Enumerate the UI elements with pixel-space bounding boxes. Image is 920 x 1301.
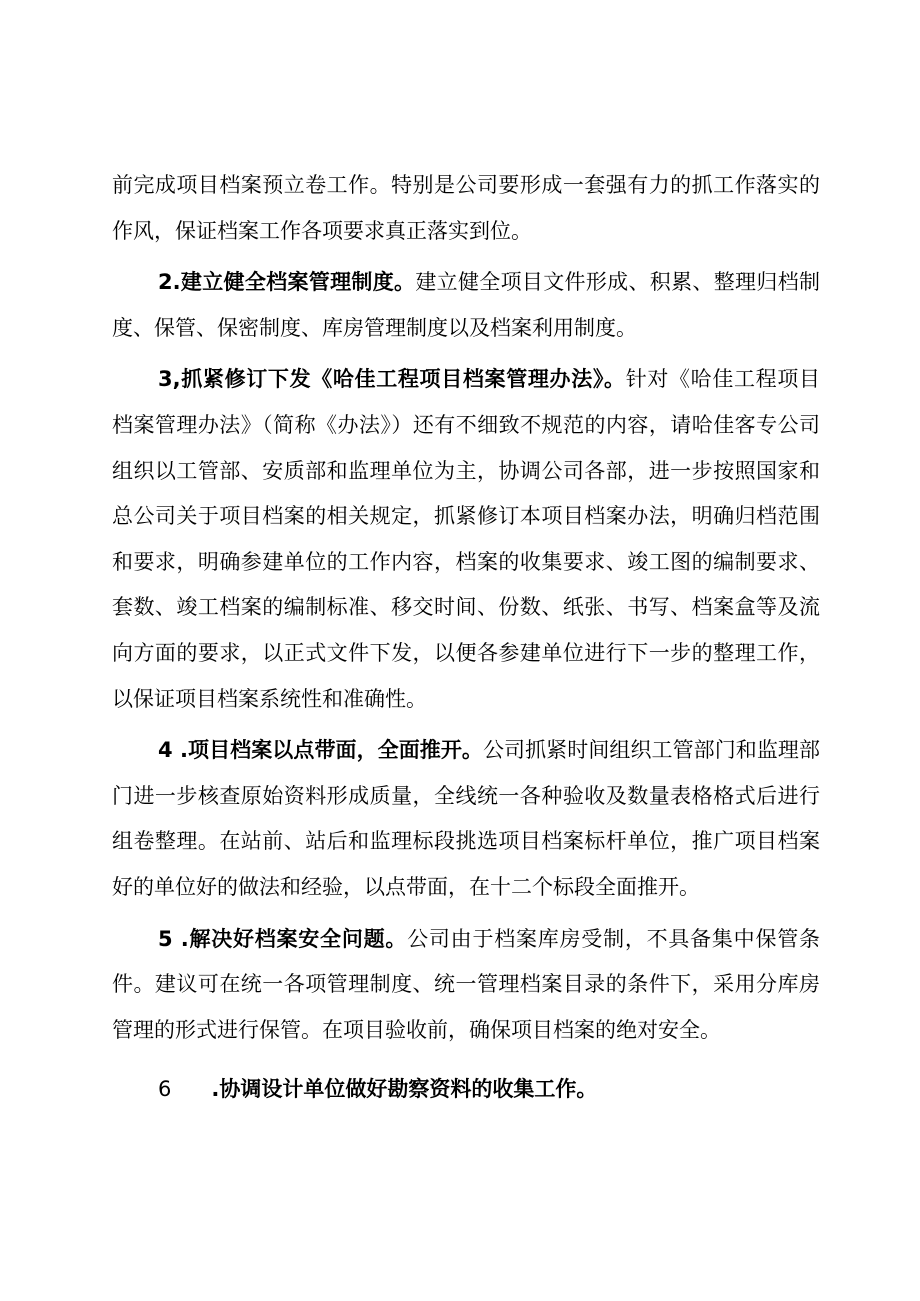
paragraph-item-5 <box>112 917 820 1054</box>
document-body <box>112 163 820 1113</box>
paragraph-text: 建立健全项目文件形成、积累、整理归档制度、保管、保密制度、库房管理制度以及档案利用制度。 <box>112 270 821 340</box>
paragraph-heading: 2.建立健全档案管理制度。 <box>158 270 416 295</box>
paragraph-text: 针对《哈佳工程项目档案管理办法》（简称《办法》）还有不细致不规范的内容，请哈佳客专公司组织以工管部、安质部和监理单位为主，协调公司各部，进一步按照国家和总公司关于项目档案的相关规定，抓紧修订本项目档案办法，明确归档范围和要求，明确参建单位的工作内容，档案的收集要求、竣工图的编制要求、套数、竣工档案的编制标准、移交时间、份数、纸张、书写、档案盒等及流向方面的要求，以正式文件下发，以便各参建单位进行下一步的整理工作，以保证项目档案系统性和准确性。 <box>112 367 820 711</box>
paragraph-heading: 3,抓紧修订下发《哈佳工程项目档案管理办法》。 <box>158 367 626 392</box>
paragraph-heading: .协调设计单位做好勘察资料的收集工作。 <box>211 1077 598 1102</box>
paragraph-heading: 5 .解决好档案安全问题。 <box>158 926 408 951</box>
paragraph-item-4 <box>112 728 820 910</box>
paragraph-continuation <box>112 163 820 254</box>
paragraph-text: 公司抓紧时间组织工管部门和监理部门进一步核查原始资料形成质量，全线统一各种验收及数量表格格式后进行组卷整理。在站前、站后和监理标段挑选项目档案标杆单位，推广项目档案好的单位好的做法和经验，以点带面，在十二个标段全面推开。 <box>112 738 820 899</box>
paragraph-item-3 <box>112 357 820 722</box>
paragraph-text: 前完成项目档案预立卷工作。特别是公司要形成一套强有力的抓工作落实的作风，保证档案工作各项要求真正落实到位。 <box>112 173 820 243</box>
paragraph-item-6 <box>112 1067 820 1113</box>
paragraph-text: 公司由于档案库房受制，不具备集中保管条件。建议可在统一各项管理制度、统一管理档案目录的条件下，采用分库房管理的形式进行保管。在项目验收前，确保项目档案的绝对安全。 <box>112 926 820 1042</box>
item-number: 6 <box>158 1077 172 1102</box>
paragraph-heading: 4 .项目档案以点带面，全面推开。 <box>158 738 483 763</box>
paragraph-item-2 <box>112 260 820 351</box>
